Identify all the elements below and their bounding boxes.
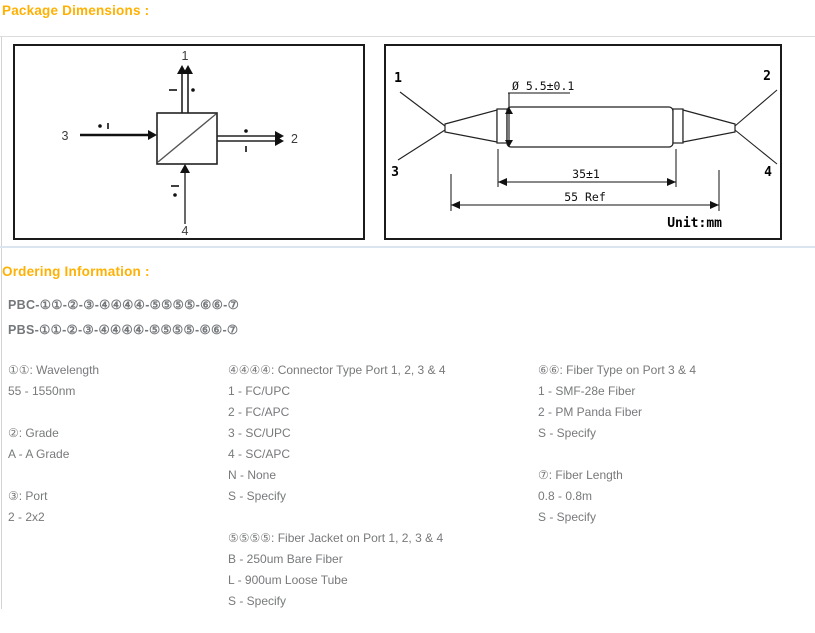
right-collar (673, 109, 683, 143)
port3-arrow (148, 130, 157, 140)
group-heading: ②: Grade (8, 426, 59, 440)
group-item: L - 900um Loose Tube (228, 573, 348, 587)
port1-dot-marker (191, 88, 195, 92)
drawing-svg (386, 46, 780, 238)
ordering-group-wavelength (8, 360, 218, 402)
group-item: 2 - PM Panda Fiber (538, 405, 643, 419)
beam-splitter-schematic (13, 44, 365, 240)
port2-label: 2 (291, 132, 298, 146)
port4-label: 4 (181, 224, 189, 238)
top-divider (0, 36, 815, 37)
port4-arrow (180, 164, 190, 173)
ordering-information-title: Ordering Information : (2, 264, 150, 279)
left-border-line (1, 37, 2, 609)
part-number-pbs: PBS-①①-②-③-④④④④-⑤⑤⑤⑤-⑥⑥-⑦ (8, 323, 239, 337)
group-heading: ⑥⑥: Fiber Type on Port 3 & 4 (538, 363, 697, 377)
dim35-arrow-right (667, 178, 676, 186)
port3-dot-marker (98, 124, 102, 128)
group-heading: ⑤⑤⑤⑤: Fiber Jacket on Port 1, 2, 3 & 4 (228, 531, 444, 545)
port2-dot-marker (244, 129, 248, 133)
group-item: A - A Grade (8, 447, 70, 461)
ordering-group-grade (8, 423, 218, 465)
group-item: 0.8 - 0.8m (538, 489, 593, 503)
fiber-port4 (735, 130, 777, 164)
part-number-pbc: PBC-①①-②-③-④④④④-⑤⑤⑤⑤-⑥⑥-⑦ (8, 298, 240, 312)
fiber-port2 (735, 90, 777, 126)
drawing-port4-label: 4 (764, 165, 772, 180)
ordering-group-connector-type (228, 360, 528, 507)
group-item: 2 - 2x2 (8, 510, 45, 524)
ordering-group-fiber-length (538, 465, 808, 528)
group-heading: ④④④④: Connector Type Port 1, 2, 3 & 4 (228, 363, 446, 377)
group-item: 2 - FC/APC (228, 405, 290, 419)
diameter-dimension-label: Ø 5.5±0.1 (512, 79, 575, 93)
schematic-svg (15, 46, 363, 238)
group-item: S - Specify (538, 510, 597, 524)
fiber-port3 (398, 130, 445, 160)
group-heading: ⑦: Fiber Length (538, 468, 623, 482)
group-item: N - None (228, 468, 277, 482)
group-item: B - 250um Bare Fiber (228, 552, 343, 566)
port1-label: 1 (181, 49, 189, 63)
group-item: 1 - SMF-28e Fiber (538, 384, 636, 398)
left-collar (497, 109, 507, 143)
right-boot (683, 110, 735, 142)
group-item: 3 - SC/UPC (228, 426, 291, 440)
group-heading: ③: Port (8, 489, 48, 503)
ordering-group-port (8, 486, 218, 528)
port3-label: 3 (61, 129, 69, 143)
group-item: 55 - 1550nm (8, 384, 76, 398)
fiber-port1 (400, 92, 445, 126)
dim35-arrow-left (498, 178, 507, 186)
ordering-group-fiber-jacket (228, 528, 528, 612)
ordering-column-connector-jacket (228, 360, 528, 633)
package-dimensions-title: Package Dimensions : (2, 3, 150, 18)
group-item: S - Specify (538, 426, 597, 440)
section-divider (0, 246, 815, 248)
package-outline-drawing (384, 44, 782, 240)
drawing-port2-label: 2 (763, 69, 771, 84)
ordering-column-fibertype-length (538, 360, 808, 549)
group-heading: ①①: Wavelength (8, 363, 100, 377)
body-length-label: 35±1 (572, 167, 600, 181)
part-number-block (8, 293, 239, 343)
drawing-port1-label: 1 (394, 71, 402, 86)
package-body (507, 107, 673, 147)
group-item: 1 - FC/UPC (228, 384, 291, 398)
dim55-arrow-left (451, 201, 460, 209)
group-item: S - Specify (228, 489, 287, 503)
group-item: S - Specify (228, 594, 287, 608)
ordering-column-wavelength-grade-port (8, 360, 218, 549)
drawing-port3-label: 3 (391, 165, 399, 180)
left-boot (445, 110, 497, 142)
overall-length-label: 55 Ref (564, 190, 606, 204)
dim55-arrow-right (710, 201, 719, 209)
unit-label: Unit:mm (667, 216, 722, 231)
ordering-group-fiber-type (538, 360, 808, 444)
port4-dot-marker (173, 193, 177, 197)
group-item: 4 - SC/APC (228, 447, 291, 461)
